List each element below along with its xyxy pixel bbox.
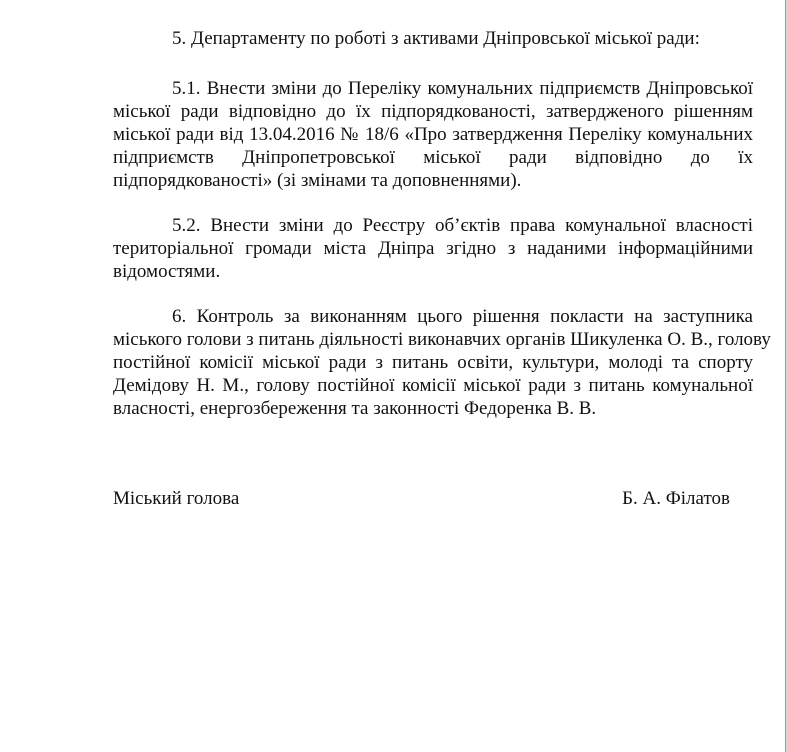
paragraph-5-1-line: підпорядкованості» (зі змінами та доповненнями).	[113, 170, 522, 191]
paragraph-5-2-line: 5.2. Внести зміни до Реєстру об’єктів права комунальної власності	[172, 215, 753, 236]
paragraph-5-2-line: територіальної громади міста Дніпра згідно з наданими інформаційними	[113, 238, 753, 259]
paragraph-6-line: власності, енергозбереження та законності Федоренка В. В.	[113, 398, 597, 419]
paragraph-6-line: 6. Контроль за виконанням цього рішення покласти на заступника	[172, 306, 753, 327]
signatory-position: Міський голова	[113, 488, 240, 509]
paragraph-6-line: міського голови з питань діяльності виконавчих органів Шикуленка О. В., голову	[113, 329, 771, 350]
paragraph-5-1-line: 5.1. Внести зміни до Переліку комунальних підприємств Дніпровської	[172, 78, 753, 99]
paragraph-5-2-line: відомостями.	[113, 261, 221, 282]
paragraph-5-line: 5. Департаменту по роботі з активами Дніпровської міської ради:	[172, 28, 700, 49]
paragraph-6-line: Демідову Н. М., голову постійної комісії міської ради з питань комунальної	[113, 375, 753, 396]
paragraph-5-1-line: міської ради відповідно до їх підпорядкованості, затвердженого рішенням	[113, 101, 753, 122]
signatory-name: Б. А. Філатов	[622, 488, 730, 509]
signature-block	[113, 487, 730, 511]
paragraph-6-line: постійної комісії міської ради з питань освіти, культури, молоді та спорту	[113, 352, 753, 373]
paragraph-5-1-line: міської ради від 13.04.2016 № 18/6 «Про затвердження Переліку комунальних	[113, 124, 753, 145]
paragraph-5	[113, 27, 753, 50]
paragraph-5-1	[113, 77, 753, 192]
paragraph-5-2	[113, 214, 753, 283]
paragraph-5-1-line: підприємств Дніпропетровської міської ради відповідно до їх	[113, 147, 753, 168]
paragraph-6	[113, 305, 771, 420]
